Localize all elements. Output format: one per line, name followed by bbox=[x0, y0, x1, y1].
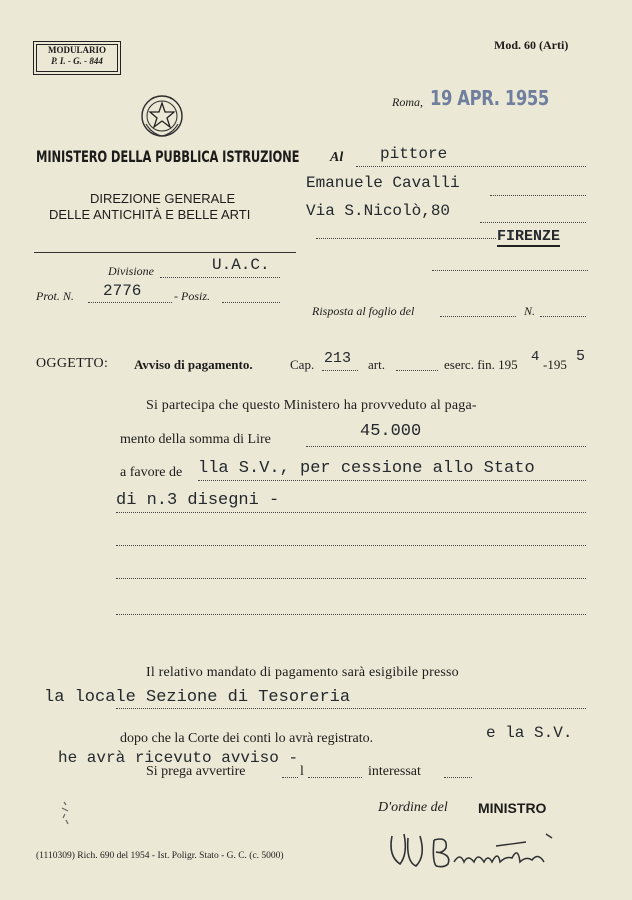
para1-line2: mento della somma di Lire bbox=[120, 432, 271, 447]
date-stamp: 19 APR. 1955 bbox=[430, 86, 549, 110]
treasury-line: la locale Sezione di Tesoreria bbox=[44, 688, 351, 707]
para2-line4-b: interessat bbox=[368, 764, 421, 779]
cap-dotted-line bbox=[322, 370, 358, 371]
modulario-line2: P. I. - G. - 844 bbox=[51, 56, 103, 66]
division-dotted-line bbox=[160, 277, 280, 278]
model-number: Mod. 60 (Arti) bbox=[494, 38, 569, 52]
al-label: Al bbox=[330, 150, 344, 165]
eserc-year1-digit: 4 bbox=[531, 349, 540, 365]
para2-line1: Il relativo mandato di pagamento sarà esigibile presso bbox=[146, 665, 459, 680]
reply-label: Risposta al foglio del bbox=[312, 304, 415, 318]
recipient-line2: Emanuele Cavalli bbox=[306, 174, 460, 192]
print-info: (1110309) Rich. 690 del 1954 - Ist. Poligr. Stato - G. C. (c. 5000) bbox=[36, 851, 284, 861]
ministry-name: MINISTERO DELLA PUBBLICA ISTRUZIONE bbox=[36, 147, 300, 166]
recipient-dotted-line4 bbox=[316, 238, 496, 239]
payment-amount: 45.000 bbox=[360, 422, 422, 441]
recipient-dotted-line1 bbox=[356, 166, 586, 167]
margin-mark-icon bbox=[56, 800, 76, 828]
recipient-city: FIRENZE bbox=[497, 228, 561, 245]
para2-typed-line: he avrà ricevuto avviso - bbox=[58, 749, 299, 767]
eserc-year-separator: -195 bbox=[543, 357, 567, 372]
avvertire-dotted-line-b bbox=[308, 777, 362, 778]
prot-dotted-line bbox=[88, 302, 172, 303]
art-label: art. bbox=[368, 357, 385, 372]
eserc-label: eserc. fin. 195 bbox=[444, 357, 518, 372]
reply-n-label: N. bbox=[524, 304, 536, 318]
eserc-year2-digit: 5 bbox=[576, 348, 586, 365]
drawings-line: di n.3 disegni - bbox=[116, 491, 280, 510]
recipient-dotted-line5 bbox=[432, 270, 588, 271]
blank-dotted-line3 bbox=[116, 614, 586, 615]
blank-dotted-line1 bbox=[116, 545, 586, 546]
para2-line4-a: Si prega avvertire bbox=[146, 764, 246, 779]
avvertire-dotted-line-a bbox=[282, 777, 298, 778]
italian-republic-emblem-icon bbox=[140, 94, 184, 138]
posiz-label: - Posiz. bbox=[174, 289, 210, 303]
recipient-line1: pittore bbox=[380, 145, 448, 163]
division-label: Divisione bbox=[108, 264, 154, 278]
art-dotted-line bbox=[396, 370, 438, 371]
interessat-dotted-line bbox=[444, 777, 472, 778]
reply-dotted-line bbox=[440, 316, 516, 317]
cap-label: Cap. bbox=[290, 357, 315, 372]
division-value: U.A.C. bbox=[212, 256, 270, 274]
para2-typed-continuation: e la S.V. bbox=[486, 724, 573, 742]
reply-n-dotted-line bbox=[540, 316, 586, 317]
subject-label: OGGETTO: bbox=[36, 356, 109, 371]
place-label: Roma, bbox=[392, 95, 423, 109]
modulario-box bbox=[36, 44, 118, 72]
favore-text: lla S.V., per cessione allo Stato bbox=[198, 459, 535, 478]
modulario-line1: MODULARIO bbox=[48, 45, 106, 55]
favore-prefix: a favore de bbox=[120, 465, 183, 480]
recipient-line3: Via S.Nicolò,80 bbox=[306, 202, 451, 220]
recipient-dotted-line2 bbox=[490, 195, 586, 196]
cap-value: 213 bbox=[324, 350, 352, 367]
prot-number: 2776 bbox=[103, 282, 142, 300]
para1-line1: Si partecipa che questo Ministero ha provveduto al paga- bbox=[146, 398, 477, 413]
para2-line3: dopo che la Corte dei conti lo avrà registrato. bbox=[120, 731, 374, 746]
posiz-dotted-line bbox=[222, 302, 280, 303]
subject-text: Avviso di pagamento. bbox=[134, 357, 253, 372]
direction-line1: DIREZIONE GENERALE bbox=[90, 191, 236, 206]
drawings-dotted-line bbox=[116, 512, 586, 513]
ordine-ministro: MINISTRO bbox=[478, 800, 547, 816]
amount-dotted-line bbox=[306, 446, 586, 447]
ordine-label: D'ordine del bbox=[378, 800, 448, 815]
favore-dotted-line bbox=[198, 480, 586, 481]
header-rule bbox=[34, 252, 296, 253]
treasury-dotted-line bbox=[116, 708, 586, 709]
prot-label: Prot. N. bbox=[36, 289, 74, 303]
direction-line2: DELLE ANTICHITÀ E BELLE ARTI bbox=[49, 207, 251, 222]
recipient-dotted-line3 bbox=[480, 222, 586, 223]
blank-dotted-line2 bbox=[116, 578, 586, 579]
handwritten-signature bbox=[386, 826, 566, 874]
para2-line4-i: l bbox=[300, 764, 304, 779]
